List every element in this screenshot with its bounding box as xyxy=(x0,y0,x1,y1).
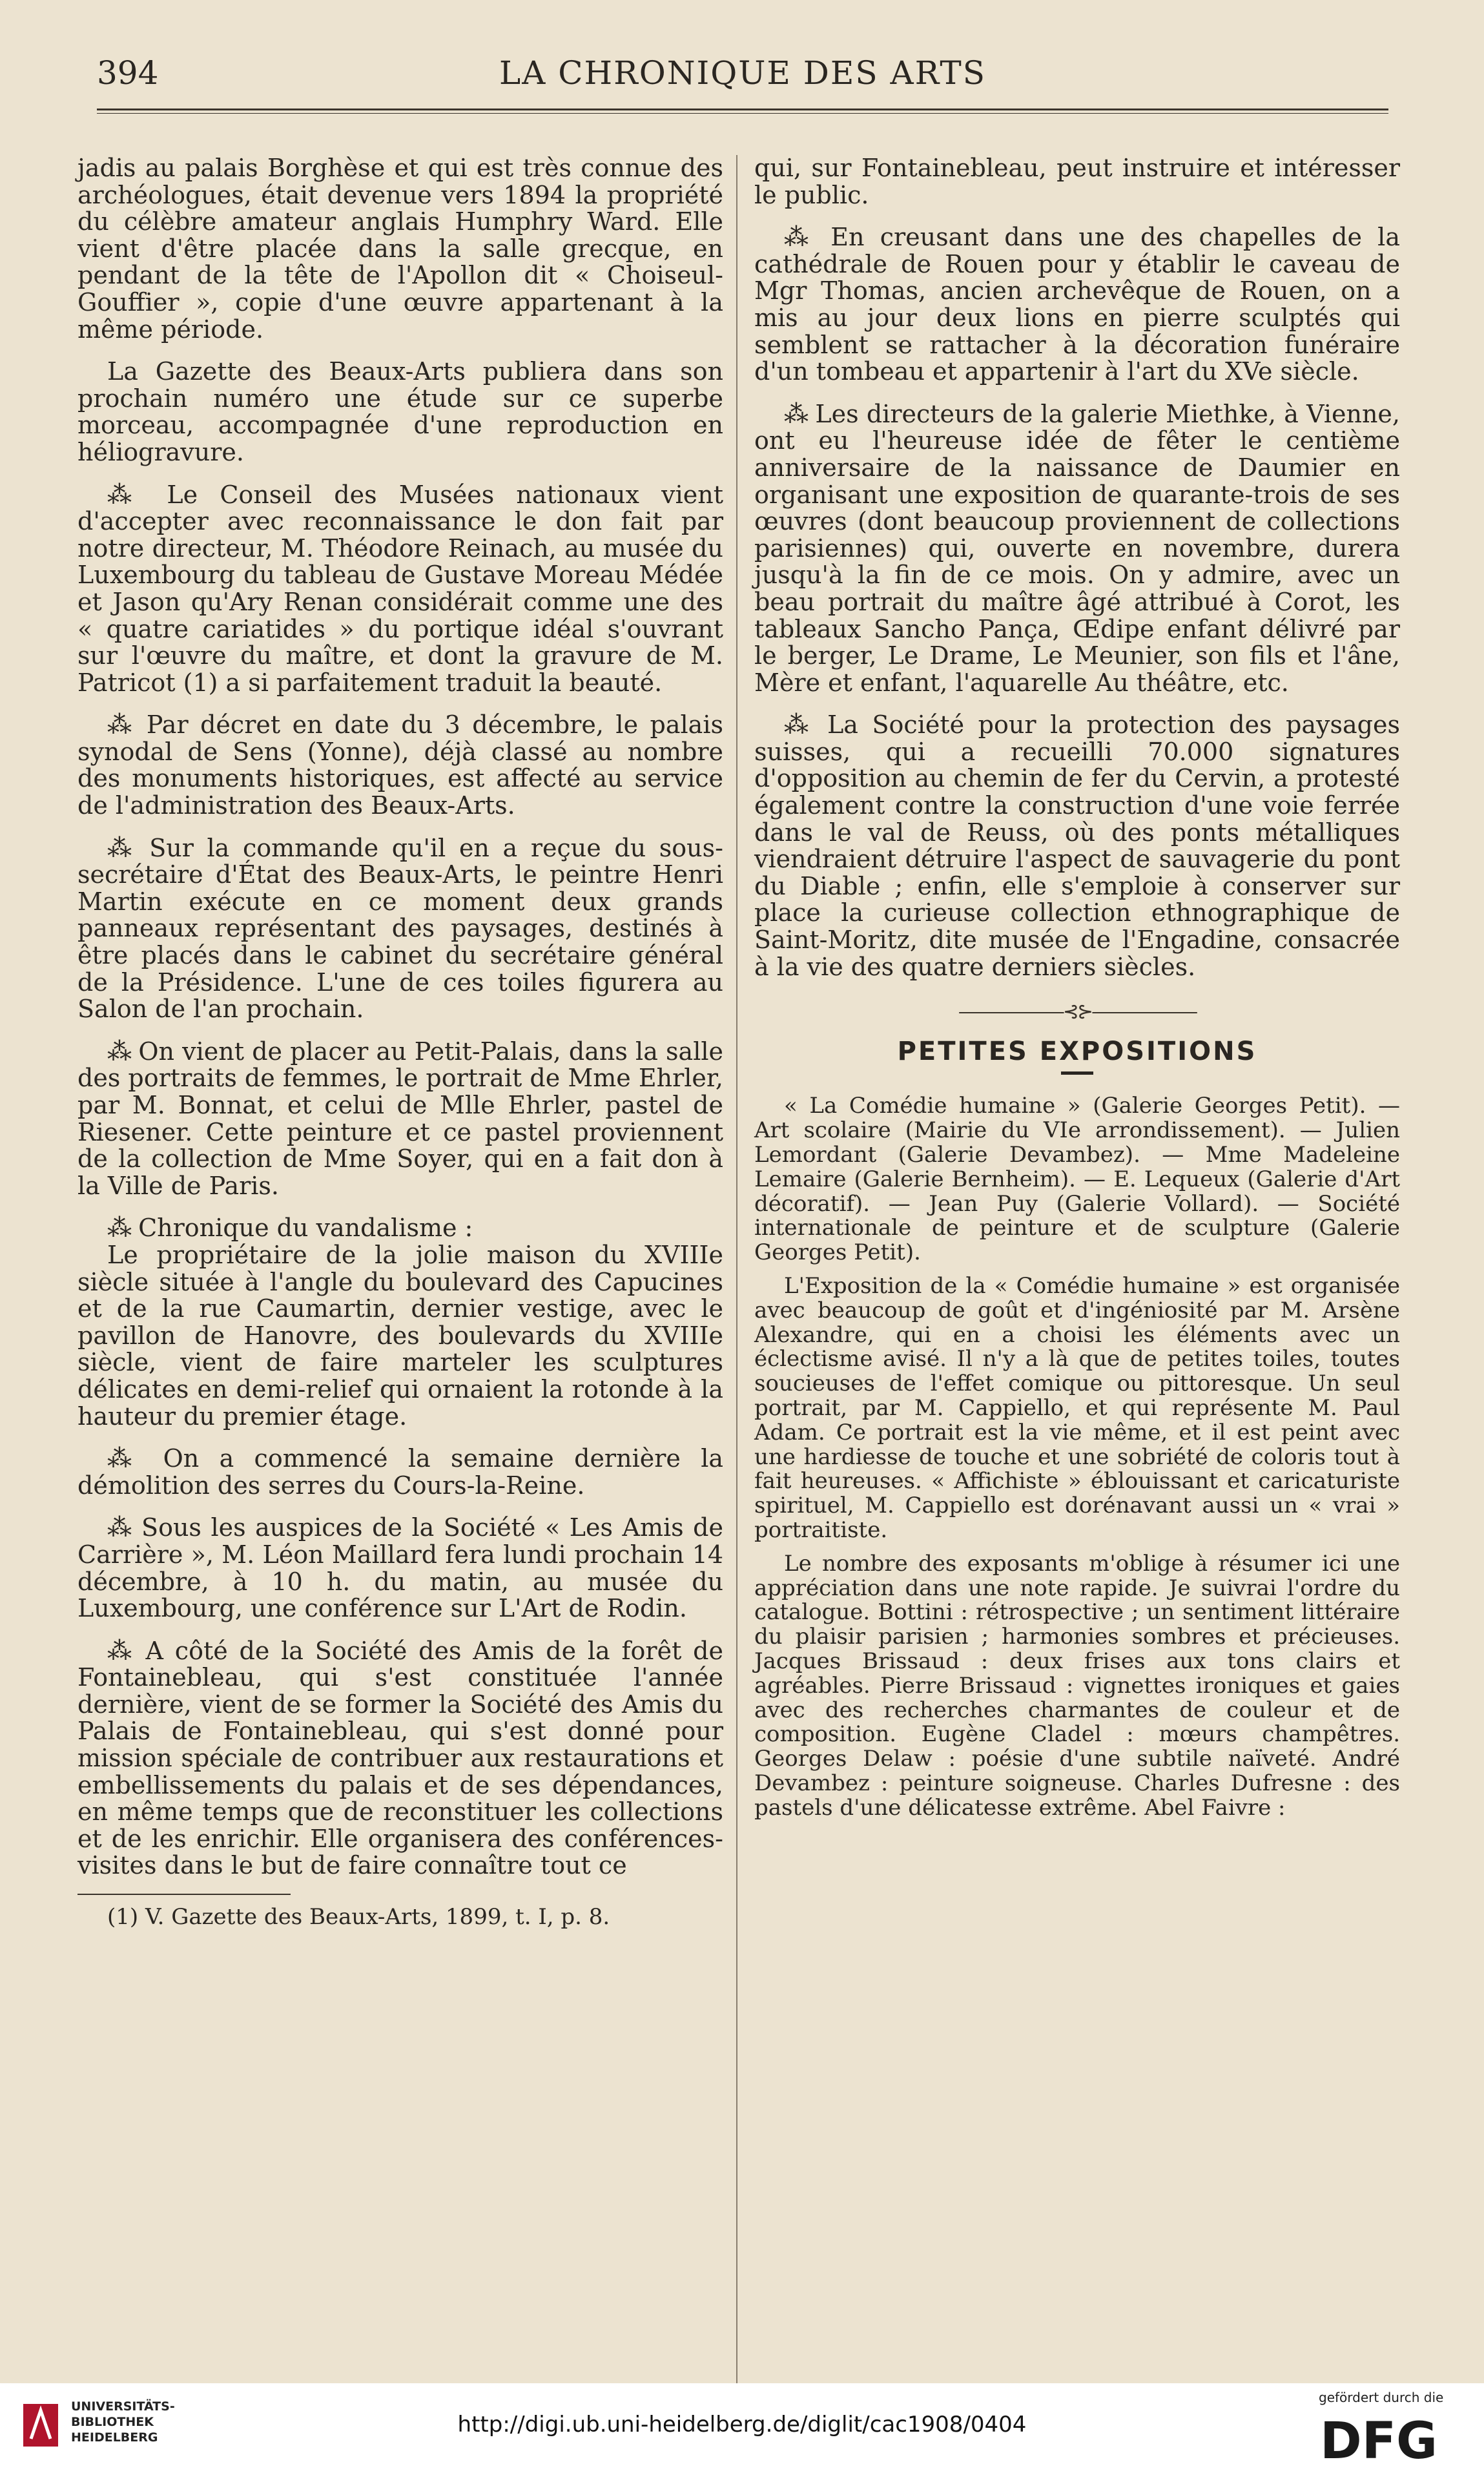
paragraph: ⁂ La Société pour la protection des paysages suisses, qui a recueilli 70.000 signatures d'opposition au chemin de fer du Cervin, a protesté également contre la construction d'une voie ferrée dans le val de Reuss, où des ponts métalliques viendraient détruire l'aspect de sauvagerie du pont du Diable ; enfin, elle s'emploie à conserver sur place la curieuse collection ethnographique de Saint-Moritz, dite musée de l'Engadine, consacrée à la vie des quatre derniers siècles. xyxy=(754,710,1400,981)
paragraph: La Gazette des Beaux-Arts publiera dans son prochain numéro une étude sur ce superbe morceau, accompagnée d'une reproduction en héliogravure. xyxy=(77,357,723,466)
asterism-icon: ⁂ xyxy=(107,1513,132,1542)
paragraph: qui, sur Fontainebleau, peut instruire et intéresser le public. xyxy=(754,154,1400,209)
page-header xyxy=(97,54,1388,99)
header-rule-thin xyxy=(97,113,1388,114)
left-column xyxy=(77,155,723,1931)
paragraph: ⁂ Sur la commande qu'il en a reçue du sous-secrétaire d'État des Beaux-Arts, le peintre Henri Martin exécute en ce moment deux grands panneaux représentant des paysages, destinés à être placés dans le cabinet du secrétaire général de la Présidence. L'une de ces toiles figurera au Salon de l'an prochain. xyxy=(77,833,723,1024)
journal-title: LA CHRONIQUE DES ARTS xyxy=(499,54,986,92)
library-name: UNIVERSITÄTS- BIBLIOTHEK HEIDELBERG xyxy=(71,2399,175,2445)
dfg-logo-icon xyxy=(1317,2413,1466,2465)
asterism-icon: ⁂ xyxy=(107,480,145,509)
asterism-icon: ⁂ xyxy=(784,399,808,428)
section-dash xyxy=(1061,1071,1093,1075)
funding-label: gefördert durch die xyxy=(1319,2390,1444,2405)
paragraph: ⁂ Sous les auspices de la Société « Les Amis de Carrière », M. Léon Maillard fera lundi prochain 14 décembre, à 10 h. du matin, au musée du Luxembourg, une conférence sur L'Art de Rodin. xyxy=(77,1513,723,1623)
asterism-icon: ⁂ xyxy=(107,1636,134,1665)
paragraph: ⁂ Le Conseil des Musées nationaux vient d'accepter avec reconnaissance le don fait par notre directeur, M. Théodore Reinach, au musée du Luxembourg du tableau de Gustave Moreau Médée et Jason qu'Ary Renan considérait comme une des « quatre cariatides » du portique idéal s'ouvrant sur l'œuvre du maître, et dont la gravure de M. Patricot (1) a si parfaitement traduit la beauté. xyxy=(77,480,723,697)
section-title: PETITES EXPOSITIONS xyxy=(897,1036,1257,1066)
asterism-icon: ⁂ xyxy=(784,710,814,740)
paragraph: L'Exposition de la « Comédie humaine » est organisée avec beaucoup de goût et d'ingéniosité par M. Arsène Alexandre, qui en a choisi les éléments avec un éclectisme avisé. Il n'y a là que de petites toiles, toutes soucieuses de l'effet comique ou pittoresque. Un seul portrait, par M. Cappiello, et qui représente M. Paul Adam. Ce portrait est la vie même, et il est peint avec une hardiesse de touche et une sobriété de coloris tout à fait heureuses. « Affichiste » éblouissant et caricaturiste spirituel, M. Cappiello est dorénavant aussi un « vrai » portraitiste. xyxy=(754,1272,1400,1543)
page-number: 394 xyxy=(97,54,159,92)
svg-text:DFG: DFG xyxy=(1320,2413,1438,2465)
asterism-icon: ⁂ xyxy=(107,710,135,740)
exhibitions-block xyxy=(754,1094,1400,1820)
asterism-icon: ⁂ xyxy=(107,833,136,862)
paragraph: ⁂ En creusant dans une des chapelles de la cathédrale de Rouen pour y établir le caveau de Mgr Thomas, ancien archevêque de Rouen, on a mis au jour deux lions en pierre sculptés qui semblent se rattacher à la décoration funéraire d'un tombeau et appartenir à l'art du XVe siècle. xyxy=(754,223,1400,386)
asterism-icon: ⁂ xyxy=(784,223,816,252)
ornamental-separator: ——————⊰⊱—————— xyxy=(958,1000,1197,1024)
paragraph: ⁂ A côté de la Société des Amis de la forêt de Fontainebleau, qui s'est constituée l'année dernière, vient de se former la Société des Amis du Palais de Fontainebleau, qui s'est donné pour mission spéciale de contribuer aux restaurations et embellissements du palais et de ses dépendances, en même temps que de reconstituer les collections et de les enrichir. Elle organisera des conférences-visites dans le but de faire connaître tout ce xyxy=(77,1636,723,1880)
footnote-rule xyxy=(77,1894,291,1895)
paragraph: jadis au palais Borghèse et qui est très connue des archéologues, était devenue vers 1894 la propriété du célèbre amateur anglais Humphry Ward. Elle vient d'être placée dans la salle grecque, en pendant de la tête de l'Apollon dit « Choiseul-Gouffier », copie d'une œuvre appartenant à la même période. xyxy=(77,154,723,344)
paragraph: ⁂ Les directeurs de la galerie Miethke, à Vienne, ont eu l'heureuse idée de fêter le centième anniversaire de la naissance de Daumier en organisant une exposition de quarante-trois de ses œuvres (dont beaucoup proviennent de collections parisiennes) qui, ouverte en novembre, durera jusqu'à la fin de ce mois. On y admire, avec un beau portrait du maître âgé attribué à Corot, les tableaux Sancho Pança, Œdipe enfant délivré par le berger, Le Drame, Le Meunier, son fils et l'âne, Mère et enfant, l'aquarelle Au théâtre, etc. xyxy=(754,399,1401,697)
header-rule xyxy=(97,109,1388,110)
paragraph: ⁂ Par décret en date du 3 décembre, le palais synodal de Sens (Yonne), déjà classé au nombre des monuments historiques, est affecté au service de l'administration des Beaux-Arts. xyxy=(77,710,723,820)
right-column xyxy=(754,155,1400,1821)
source-url-link[interactable]: http://digi.ub.uni-heidelberg.de/diglit/cac1908/0404 xyxy=(457,2412,1027,2437)
paragraph: ⁂ On a commencé la semaine dernière la démolition des serres du Cours-la-Reine. xyxy=(77,1444,724,1500)
paragraph: ⁂ On vient de placer au Petit-Palais, dans la salle des portraits de femmes, le portrait de Mme Ehrler, par M. Bonnat, et celui de Mlle Ehrler, pastel de Riesener. Cette peinture et ce pastel proviennent de la collection de Mme Soyer, qui en a fait don à la Ville de Paris. xyxy=(77,1037,723,1200)
paragraph: Le propriétaire de la jolie maison du XVIIIe siècle située à l'angle du boulevard des Capucines et de la rue Caumartin, dernier vestige, avec le pavillon de Hanovre, des boulevards du XVIIIe siècle, vient de faire marteler les sculptures délicates en demi-relief qui ornaient la rotonde à la hauteur du premier étage. xyxy=(77,1240,723,1431)
asterism-icon: ⁂ xyxy=(107,1037,131,1066)
paragraph: Le nombre des exposants m'oblige à résumer ici une appréciation dans une note rapide. Je suivrai l'ordre du catalogue. Bottini : rétrospective ; un sentiment littéraire du plaisir parisien ; harmonies sombres et précieuses. Jacques Brissaud : deux frises aux tons clairs et agréables. Pierre Brissaud : vignettes ironiques et gaies avec des recherches charmantes de couleur et de composition. Eugène Cladel : mœurs champêtres. Georges Delaw : poésie d'une subtile naïveté. André Devambez : peinture soigneuse. Charles Dufresne : des pastels d'une délicatesse extrême. Abel Faivre : xyxy=(754,1550,1400,1821)
column-divider xyxy=(736,155,737,2383)
exhibition-list: « La Comédie humaine » (Galerie Georges Petit). — Art scolaire (Mairie du VIe arrondissement). — Julien Lemordant (Galerie Devambez). — Mme Madeleine Lemaire (Galerie Bernheim). — E. Lequeux (Galerie d'Art décoratif). — Jean Puy (Galerie Vollard). — Société internationale de peinture et de sculpture (Galerie Georges Petit). xyxy=(754,1093,1400,1266)
paragraph: ⁂ Chronique du vandalisme : xyxy=(107,1214,473,1243)
footnote: (1) V. Gazette des Beaux-Arts, 1899, t. I, p. 8. xyxy=(107,1904,610,1930)
asterism-icon: ⁂ xyxy=(107,1444,143,1473)
asterism-icon: ⁂ xyxy=(107,1214,130,1243)
